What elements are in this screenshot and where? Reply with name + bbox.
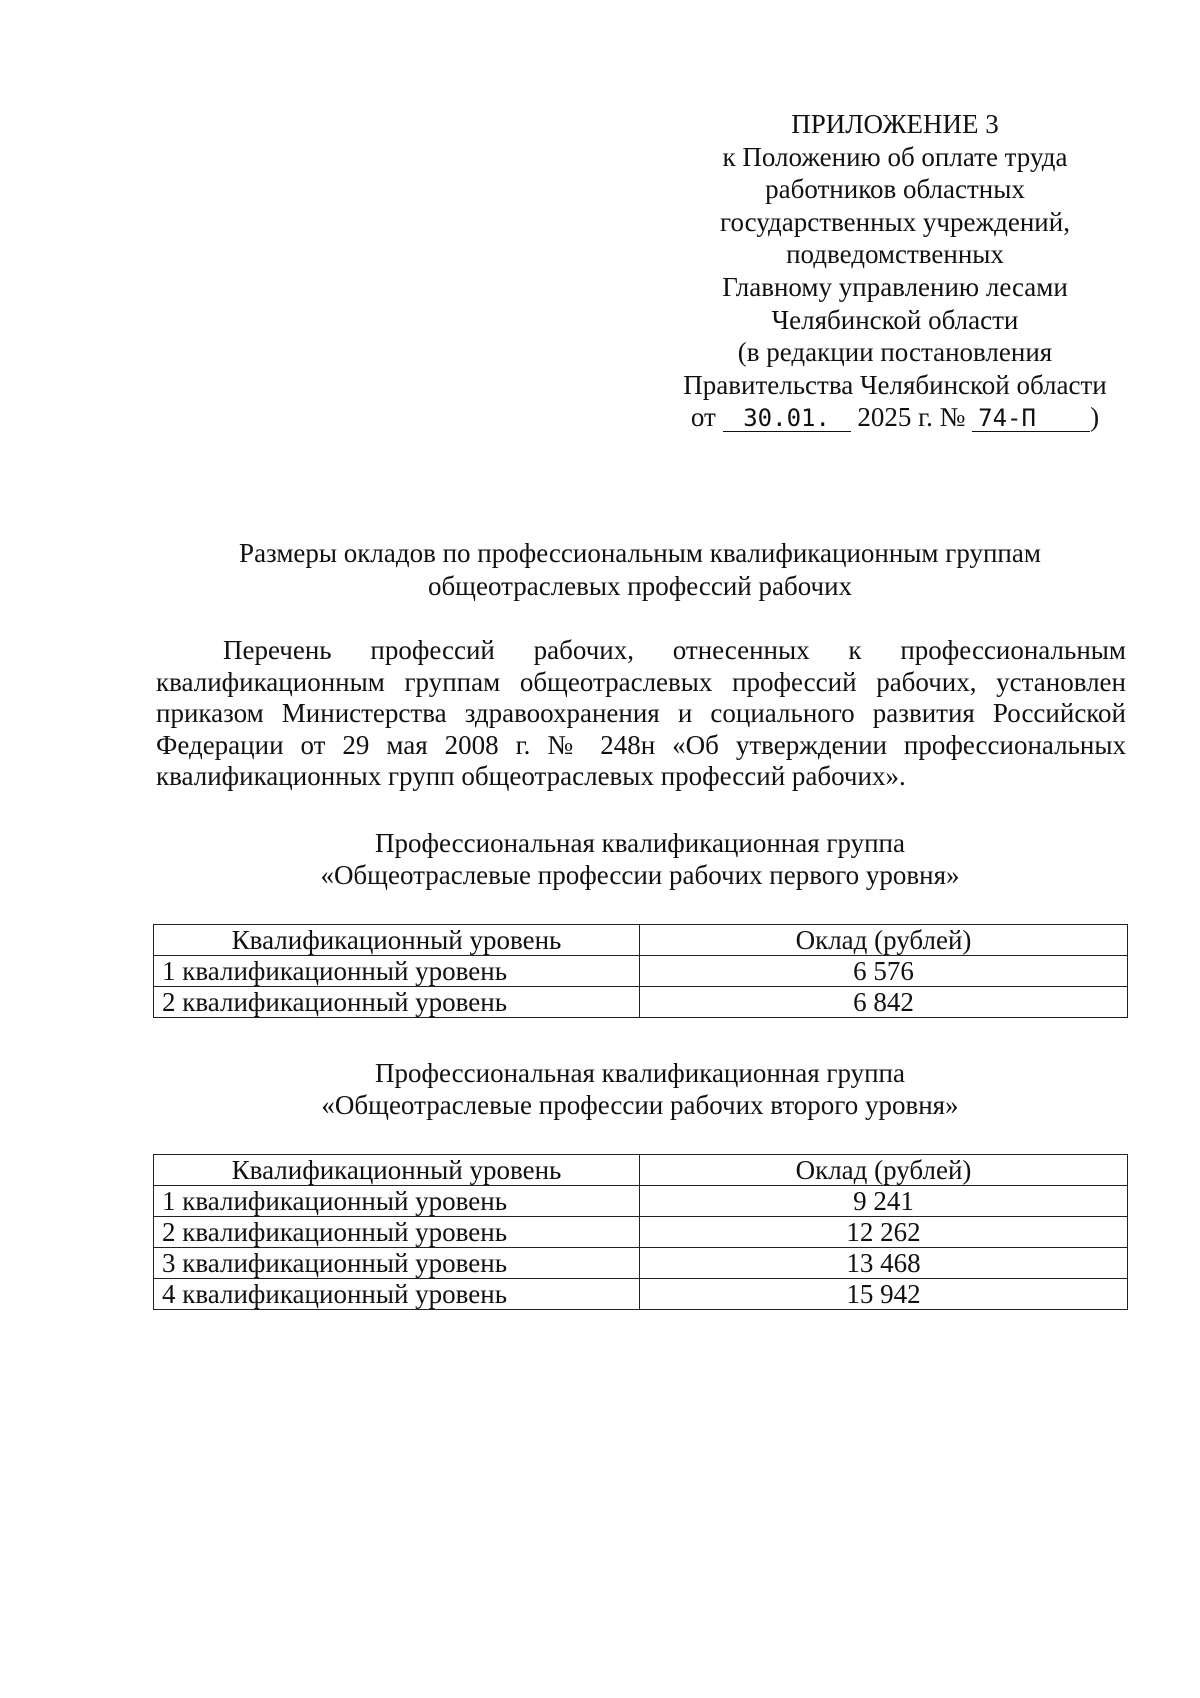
appendix-line: государственных учреждений, [720,206,1070,237]
appendix-line: Челябинской области [771,304,1019,335]
column-header-salary: Оклад (рублей) [640,1155,1128,1186]
resolution-date-line [655,401,1135,434]
table-row [154,1279,1128,1310]
salary-cell: 6 576 [640,956,1128,987]
table-header-row [154,1155,1128,1186]
table-header-row [154,925,1128,956]
table-row [154,1186,1128,1217]
salary-cell: 15 942 [640,1279,1128,1310]
closing-paren: ) [1090,402,1100,433]
table-row [154,987,1128,1018]
title-line-2: общеотраслевых профессий рабочих [427,571,853,601]
resolution-year: 2025 г. № [857,402,966,433]
intro-paragraph: Перечень профессий рабочих, отнесенных к профессиональным квалификационным группам общеотраслевых профессий рабочих, установлен приказом Министерства здравоохранения и социального развития Российской Федерации от 29 мая 2008 г. № 248н «Об утверждении профессиональных квалификационных групп общеотраслевых профессий рабочих». [156,635,1126,792]
level-cell: 1 квалификационный уровень [154,956,640,987]
appendix-line: к Положению об оплате труда [722,141,1068,172]
appendix-line: Главному управлению лесами [722,271,1068,302]
table-row [154,1217,1128,1248]
group-heading-line-1: Профессиональная квалификационная группа [375,1058,905,1088]
level-cell: 4 квалификационный уровень [154,1279,640,1310]
level-cell: 2 квалификационный уровень [154,1217,640,1248]
resolution-date: 30.01. [723,405,851,432]
appendix-line: подведомственных [786,239,1004,270]
group-heading-line-2: «Общеотраслевые профессии рабочих второго уровня» [321,1089,959,1120]
title-line-1: Размеры окладов по профессиональным квалификационным группам [239,538,1041,568]
appendix-line: работников областных [765,174,1025,205]
appendix-line: (в редакции постановления [737,337,1053,368]
appendix-line: Правительства Челябинской области [683,369,1107,400]
level-cell: 2 квалификационный уровень [154,987,640,1018]
salary-cell: 6 842 [640,987,1128,1018]
table-row [154,1248,1128,1279]
resolution-number: 74-П [972,405,1090,432]
group-heading-line-2: «Общеотраслевые профессии рабочих первого уровня» [320,859,960,890]
column-header-level: Квалификационный уровень [154,1155,640,1186]
column-header-salary: Оклад (рублей) [640,925,1128,956]
salary-table-first-level [153,924,1128,1018]
appendix-title: ПРИЛОЖЕНИЕ 3 [791,109,999,139]
group-heading-first-level [150,828,1130,891]
salary-table-second-level [153,1154,1128,1310]
salary-cell: 13 468 [640,1248,1128,1279]
group-heading-second-level [150,1058,1130,1121]
document-title [150,537,1130,603]
salary-cell: 9 241 [640,1186,1128,1217]
appendix-header [655,108,1135,434]
column-header-level: Квалификационный уровень [154,925,640,956]
level-cell: 3 квалификационный уровень [154,1248,640,1279]
group-heading-line-1: Профессиональная квалификационная группа [375,828,905,858]
level-cell: 1 квалификационный уровень [154,1186,640,1217]
date-prefix: от [690,402,716,433]
salary-cell: 12 262 [640,1217,1128,1248]
table-row [154,956,1128,987]
